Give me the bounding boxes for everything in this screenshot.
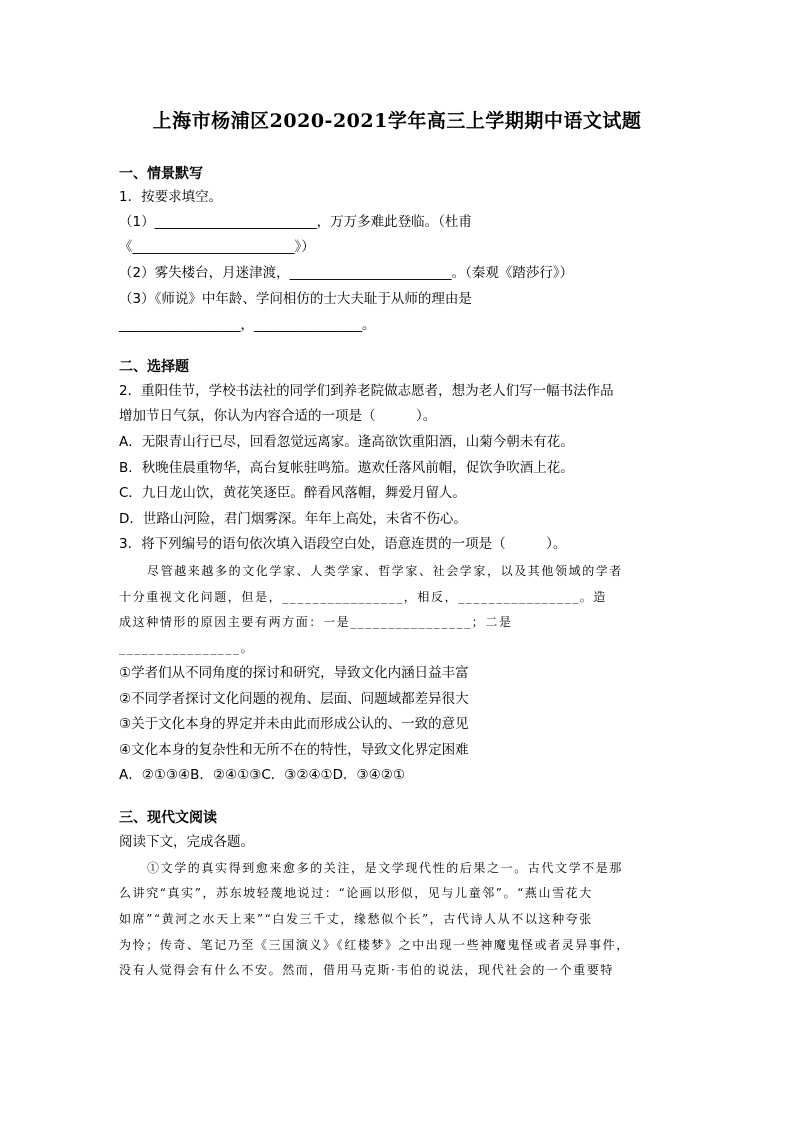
section-heading-fill-in: 一、情景默写 xyxy=(119,166,203,182)
question-2-option-a: A．无限青山行已尽，回看忽觉远离家。逢高欲饮重阳酒，山菊今朝未有花。 xyxy=(119,434,574,450)
question-1-item-2: （2）雾失楼台，月迷津渡，________________________。（秦观《踏莎行》） xyxy=(119,265,574,281)
question-3-passage-line: ________________。 xyxy=(119,641,255,655)
question-3-item-2: ②不同学者探讨文化问题的视角、层面、问题域都差异很大 xyxy=(119,691,469,707)
reading-passage-line: ①文学的真实得到愈来愈多的关注，是文学现代性的后果之一。古代文学不是那 xyxy=(147,861,624,875)
question-2-stem: 2．重阳佳节，学校书法社的同学们到养老院做志愿者，想为老人们写一幅书法作品 xyxy=(119,383,614,399)
question-3-passage-line: 十分重视文化问题，但是，________________，相反，________________。造 xyxy=(119,590,608,604)
section-heading-choice: 二、选择题 xyxy=(119,359,189,375)
question-2-option-d: D．世路山河险，君门烟雾深。年年上高处，未省不伤心。 xyxy=(119,511,467,527)
question-1-item-3: （3）《师说》中年龄、学问相仿的士大夫耻于从师的理由是 xyxy=(119,291,472,307)
question-3-item-4: ④文化本身的复杂性和无所不在的特性，导致文化界定困难 xyxy=(119,742,469,758)
page-title: 上海市杨浦区2020-2021学年高三上学期期中语文试题 xyxy=(152,110,642,132)
question-3-stem: 3．将下列编号的语句依次填入语段空白处，语意连贯的一项是（ ）。 xyxy=(119,536,567,552)
section-heading-reading: 三、现代文阅读 xyxy=(119,810,217,826)
reading-passage-line: 么讲究“真实”，苏东坡轻蔑地说过：“论画以形似，见与儿童邻”。“燕山雪花大 xyxy=(119,886,593,900)
question-2-stem-cont: 增加节日气氛，你认为内容合适的一项是（ ）。 xyxy=(119,408,437,424)
reading-passage-line: 如席”“黄河之水天上来”“白发三千丈，缘愁似个长”，古代诗人从不以这种夸张 xyxy=(119,912,593,926)
question-1-item-1: （1）________________________，万万多难此登临。（杜甫 xyxy=(119,214,472,230)
question-2-option-c: C．九日龙山饮，黄花笑逐臣。醉看风落帽，舞爱月留人。 xyxy=(119,485,466,501)
reading-passage-line: 为怜；传奇、笔记乃至《三国演义》《红楼梦》之中出现一些神魔鬼怪或者灵异事件， xyxy=(119,938,630,952)
question-2-option-b: B．秋晚佳晨重物华，高台复帐驻鸣笳。遨欢任落风前帽，促饮争吹酒上花。 xyxy=(119,460,574,476)
question-3-passage-line: 尽管越来越多的文化学家、人类学家、哲学家、社会学家，以及其他领域的学者 xyxy=(147,564,624,578)
question-1-item-3-blanks: __________________，________________。 xyxy=(119,317,376,333)
question-1-item-1-cont: 《________________________》） xyxy=(119,239,315,255)
reading-passage-line: 没有人觉得会有什么不安。然而，借用马克斯·韦伯的说法，现代社会的一个重要特 xyxy=(119,963,615,977)
question-3-item-3: ③关于文化本身的界定并未由此而形成公认的、一致的意见 xyxy=(119,716,469,732)
question-1-stem: 1．按要求填空。 xyxy=(119,189,223,205)
question-3-item-1: ①学者们从不同角度的探讨和研究，导致文化内涵日益丰富 xyxy=(119,665,469,681)
reading-instructions: 阅读下文，完成各题。 xyxy=(119,834,254,850)
question-3-answer-options: A．②①③④B．②④①③C．③②④①D．③④②① xyxy=(119,767,405,783)
question-3-passage-line: 成这种情形的原因主要有两方面：一是________________；二是 xyxy=(119,615,513,629)
